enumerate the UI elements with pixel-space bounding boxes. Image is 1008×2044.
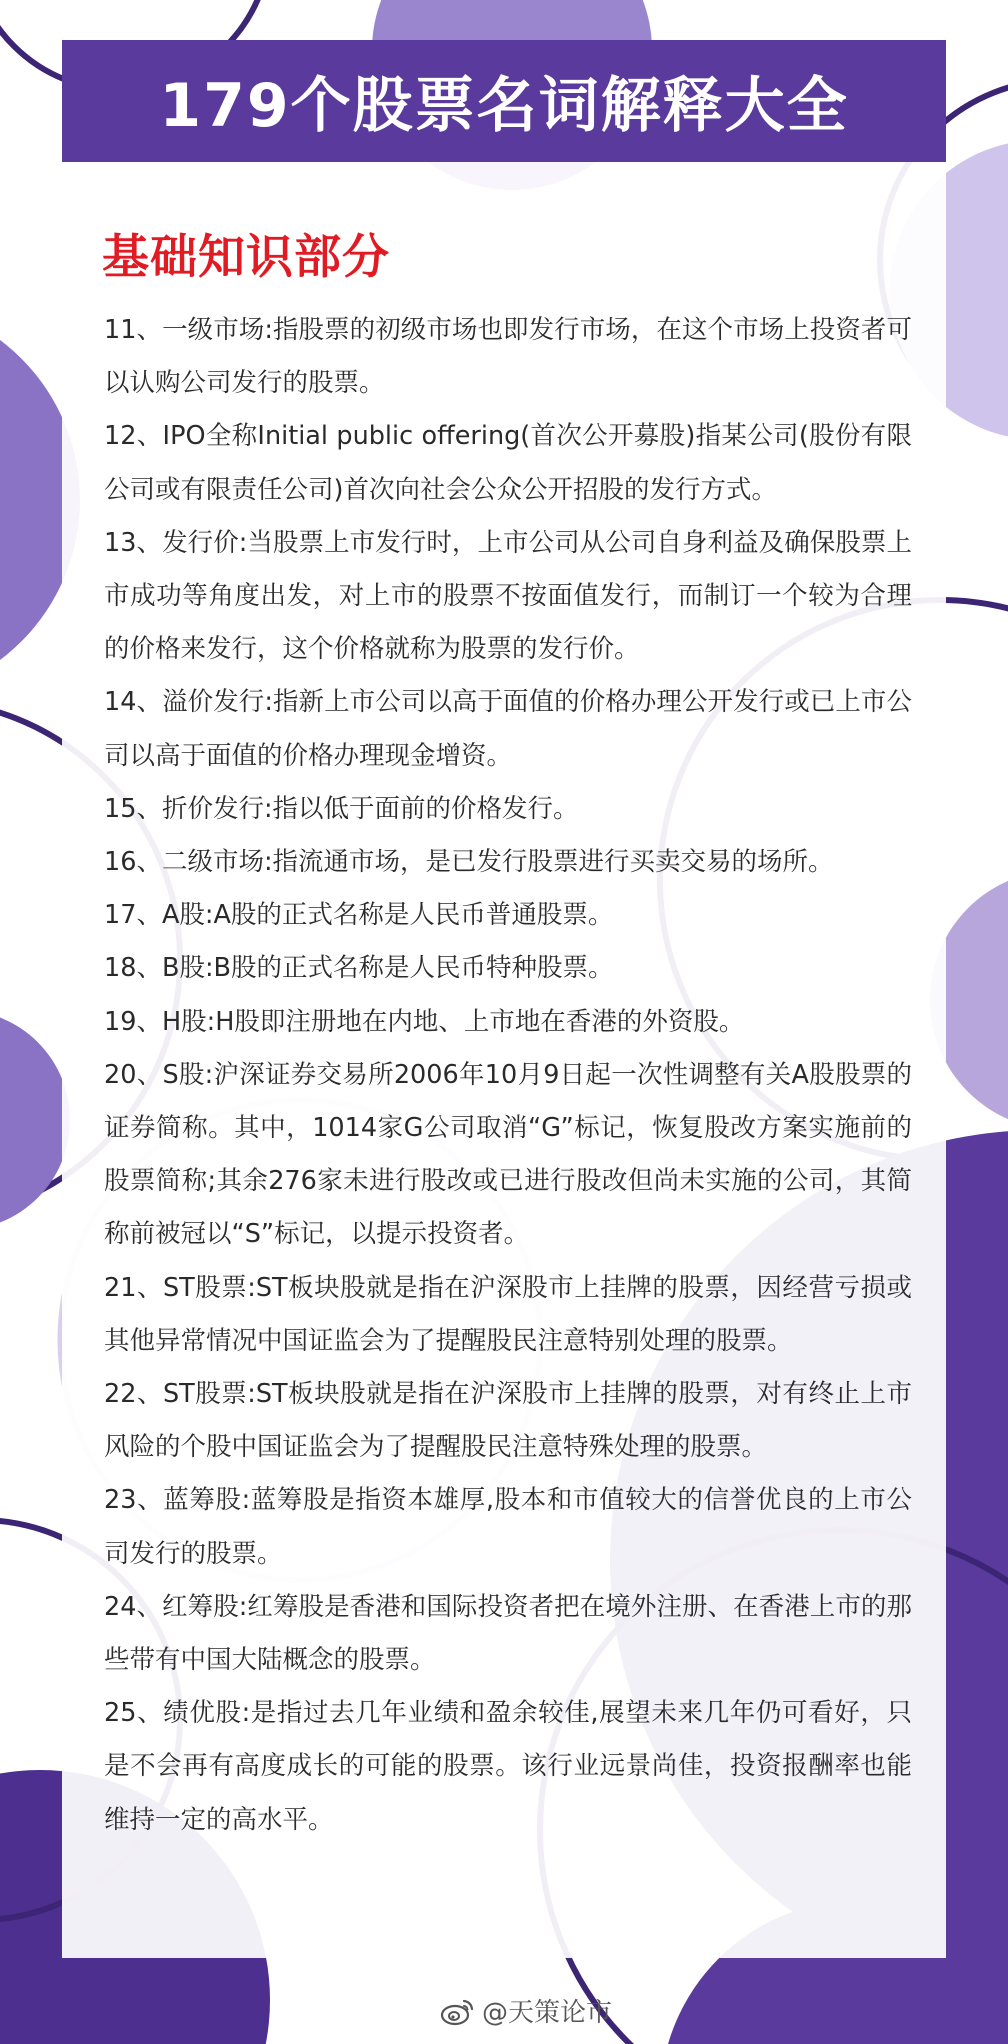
watermark — [440, 1992, 612, 2029]
entry-12: 12、IPO全称Initial public offering(首次公开募股)指某公司(股份有限公司或有限责任公司)首次向社会公众公开招股的发行方式。 — [104, 421, 912, 505]
entry-14: 14、溢价发行:指新上市公司以高于面值的价格办理公开发行或已上市公司以高于面值的价格办理现金增资。 — [104, 687, 912, 771]
header-banner — [62, 40, 946, 162]
entry-20: 20、S股:沪深证券交易所2006年10月9日起一次性调整有关A股股票的证券简称。其中，1014家G公司取消“G”标记，恢复股改方案实施前的股票简称;其余276家未进行股改或已进行股改但尚未实施的公司，其简称前被冠以“S”标记，以提示投资者。 — [104, 1059, 912, 1250]
entry-15: 15、折价发行:指以低于面前的价格发行。 — [104, 793, 579, 824]
entry-23: 23、蓝筹股:蓝筹股是指资本雄厚,股本和市值较大的信誉优良的上市公司发行的股票。 — [104, 1485, 912, 1569]
entry-19: 19、H股:H股即注册地在内地、上市地在香港的外资股。 — [104, 1006, 745, 1037]
entry-13: 13、发行价:当股票上市发行时，上市公司从公司自身利益及确保股票上市成功等角度出发，对上市的股票不按面值发行，而制订一个较为合理的价格来发行，这个价格就称为股票的发行价。 — [104, 527, 912, 665]
bg-circle — [0, 1010, 70, 1230]
entry-25: 25、绩优股:是指过去几年业绩和盈余较佳,展望未来几年仍可看好，只是不会再有高度成长的可能的股票。该行业远景尚佳，投资报酬率也能维持一定的高水平。 — [104, 1698, 912, 1835]
entry-21: 21、ST股票:ST板块股就是指在沪深股市上挂牌的股票，因经营亏损或其他异常情况中国证监会为了提醒股民注意特别处理的股票。 — [104, 1272, 912, 1356]
entry-22: 22、ST股票:ST板块股就是指在沪深股市上挂牌的股票，对有终止上市风险的个股中国证监会为了提醒股民注意特殊处理的股票。 — [104, 1379, 912, 1463]
entry-list — [104, 304, 912, 1847]
entry-16: 16、二级市场:指流通市场，是已发行股票进行买卖交易的场所。 — [104, 847, 834, 878]
watermark-text: @天策论市 — [482, 1998, 613, 2028]
page-title: 179个股票名词解释大全 — [159, 71, 849, 141]
entry-18: 18、B股:B股的正式名称是人民币特种股票。 — [104, 953, 614, 984]
section-title: 基础知识部分 — [102, 230, 390, 285]
weibo-icon — [440, 1996, 476, 2026]
entry-11: 11、一级市场:指股票的初级市场也即发行市场，在这个市场上投资者可以认购公司发行的股票。 — [104, 315, 912, 399]
entry-17: 17、A股:A股的正式名称是人民币普通股票。 — [104, 900, 614, 931]
entry-24: 24、红筹股:红筹股是香港和国际投资者把在境外注册、在香港上市的那些带有中国大陆概念的股票。 — [104, 1591, 912, 1676]
